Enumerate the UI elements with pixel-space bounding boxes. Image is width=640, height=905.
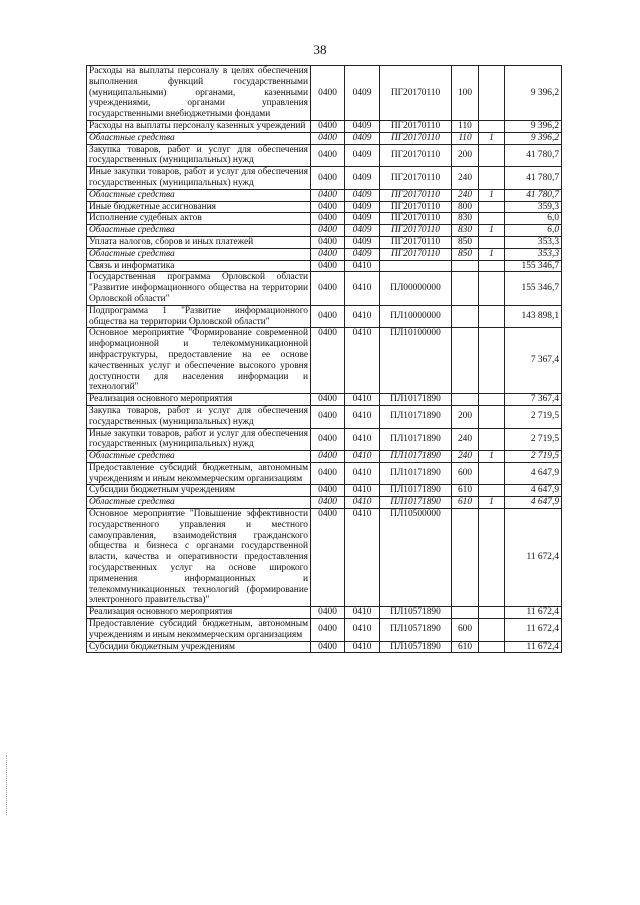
funding-source-cell: [479, 120, 505, 132]
section-code-cell: 0400: [311, 305, 345, 328]
table-row: [87, 213, 562, 225]
row-name-cell: Реализация основного мероприятия: [87, 607, 311, 619]
expense-type-cell: [452, 394, 479, 406]
section-code-cell: 0400: [311, 120, 345, 132]
row-name-cell: Государственная программа Орловской области "Развитие информационного общества на территории Орловской области": [87, 272, 311, 305]
section-code-cell: 0400: [311, 485, 345, 497]
section-code-cell: 0400: [311, 144, 345, 167]
amount-cell: 2 719,5: [505, 405, 562, 428]
amount-cell: 2 719,5: [505, 428, 562, 451]
funding-source-cell: [479, 272, 505, 305]
expense-type-cell: 110: [452, 132, 479, 144]
expense-type-cell: 200: [452, 144, 479, 167]
funding-source-cell: 1: [479, 189, 505, 201]
subsection-code-cell: 0410: [345, 485, 380, 497]
expense-type-cell: 110: [452, 120, 479, 132]
row-name-cell: Предоставление субсидий бюджетным, автономным учреждениям и иным некоммерческим организациям: [87, 619, 311, 642]
target-article-cell: ПЛ10171890: [380, 394, 452, 406]
expense-type-cell: 600: [452, 619, 479, 642]
section-code-cell: 0400: [311, 405, 345, 428]
amount-cell: 4 647,9: [505, 497, 562, 509]
amount-cell: 9 396,2: [505, 66, 562, 121]
table-row: [87, 132, 562, 144]
funding-source-cell: [479, 66, 505, 121]
section-code-cell: 0400: [311, 328, 345, 394]
row-name-cell: Субсидии бюджетным учреждениям: [87, 641, 311, 653]
amount-cell: 7 367,4: [505, 328, 562, 394]
subsection-code-cell: 0410: [345, 509, 380, 607]
expense-type-cell: [452, 272, 479, 305]
section-code-cell: 0400: [311, 619, 345, 642]
funding-source-cell: 1: [479, 132, 505, 144]
expense-type-cell: 600: [452, 462, 479, 485]
funding-source-cell: [479, 485, 505, 497]
target-article-cell: ПГ20170110: [380, 236, 452, 248]
table-row: [87, 305, 562, 328]
funding-source-cell: [479, 260, 505, 272]
table-row: [87, 497, 562, 509]
table-row: [87, 225, 562, 237]
table-row: [87, 451, 562, 463]
page-number: 38: [313, 42, 327, 57]
table-row: [87, 405, 562, 428]
target-article-cell: ПЛ10571890: [380, 607, 452, 619]
section-code-cell: 0400: [311, 167, 345, 190]
funding-source-cell: [479, 328, 505, 394]
row-name-cell: Субсидии бюджетным учреждениям: [87, 485, 311, 497]
table-row: [87, 260, 562, 272]
subsection-code-cell: 0410: [345, 451, 380, 463]
target-article-cell: ПЛ10171890: [380, 497, 452, 509]
budget-table: [86, 65, 562, 653]
expense-type-cell: 850: [452, 236, 479, 248]
funding-source-cell: [479, 305, 505, 328]
table-row: [87, 619, 562, 642]
amount-cell: 155 346,7: [505, 260, 562, 272]
row-name-cell: Областные средства: [87, 132, 311, 144]
target-article-cell: ПЛ10500000: [380, 509, 452, 607]
funding-source-cell: [479, 394, 505, 406]
table-row: [87, 485, 562, 497]
expense-type-cell: 830: [452, 213, 479, 225]
section-code-cell: 0400: [311, 462, 345, 485]
section-code-cell: 0400: [311, 394, 345, 406]
row-name-cell: Областные средства: [87, 497, 311, 509]
table-row: [87, 272, 562, 305]
expense-type-cell: [452, 607, 479, 619]
subsection-code-cell: 0409: [345, 66, 380, 121]
subsection-code-cell: 0410: [345, 305, 380, 328]
section-code-cell: 0400: [311, 607, 345, 619]
row-name-cell: Областные средства: [87, 248, 311, 260]
subsection-code-cell: 0409: [345, 213, 380, 225]
target-article-cell: ПГ20170110: [380, 120, 452, 132]
section-code-cell: 0400: [311, 201, 345, 213]
table-row: [87, 144, 562, 167]
row-name-cell: Областные средства: [87, 451, 311, 463]
expense-type-cell: 240: [452, 428, 479, 451]
target-article-cell: ПГ20170110: [380, 213, 452, 225]
target-article-cell: ПГ20170110: [380, 201, 452, 213]
row-name-cell: Связь и информатика: [87, 260, 311, 272]
subsection-code-cell: 0409: [345, 225, 380, 237]
funding-source-cell: 1: [479, 225, 505, 237]
expense-type-cell: 610: [452, 485, 479, 497]
amount-cell: 2 719,5: [505, 451, 562, 463]
funding-source-cell: [479, 462, 505, 485]
margin-scan-marks: [6, 755, 9, 815]
table-row: [87, 167, 562, 190]
amount-cell: 41 780,7: [505, 189, 562, 201]
amount-cell: 9 396,2: [505, 120, 562, 132]
expense-type-cell: [452, 260, 479, 272]
section-code-cell: 0400: [311, 428, 345, 451]
section-code-cell: 0400: [311, 641, 345, 653]
row-name-cell: Расходы на выплаты персоналу казенных учреждений: [87, 120, 311, 132]
subsection-code-cell: 0410: [345, 328, 380, 394]
row-name-cell: Иные закупки товаров, работ и услуг для обеспечения государственных (муниципальных) нужд: [87, 167, 311, 190]
amount-cell: 155 346,7: [505, 272, 562, 305]
funding-source-cell: [479, 201, 505, 213]
amount-cell: 11 672,4: [505, 509, 562, 607]
table-row: [87, 328, 562, 394]
budget-table-body: [87, 66, 562, 653]
section-code-cell: 0400: [311, 272, 345, 305]
row-name-cell: Предоставление субсидий бюджетным, автономным учреждениям и иным некоммерческим организациям: [87, 462, 311, 485]
expense-type-cell: 240: [452, 189, 479, 201]
expense-type-cell: [452, 509, 479, 607]
table-row: [87, 428, 562, 451]
target-article-cell: ПЛ10571890: [380, 641, 452, 653]
target-article-cell: ПГ20170110: [380, 66, 452, 121]
funding-source-cell: [479, 619, 505, 642]
funding-source-cell: [479, 509, 505, 607]
subsection-code-cell: 0409: [345, 144, 380, 167]
amount-cell: 4 647,9: [505, 462, 562, 485]
amount-cell: 9 396,2: [505, 132, 562, 144]
subsection-code-cell: 0409: [345, 120, 380, 132]
expense-type-cell: 610: [452, 641, 479, 653]
funding-source-cell: [479, 167, 505, 190]
amount-cell: 11 672,4: [505, 641, 562, 653]
row-name-cell: Подпрограмма 1 "Развитие информационного общества на территории Орловской области": [87, 305, 311, 328]
funding-source-cell: 1: [479, 248, 505, 260]
subsection-code-cell: 0410: [345, 607, 380, 619]
target-article-cell: ПЛ10100000: [380, 328, 452, 394]
funding-source-cell: 1: [479, 497, 505, 509]
target-article-cell: ПЛ10171890: [380, 405, 452, 428]
table-row: [87, 236, 562, 248]
amount-cell: 41 780,7: [505, 167, 562, 190]
section-code-cell: 0400: [311, 260, 345, 272]
subsection-code-cell: 0410: [345, 497, 380, 509]
expense-type-cell: 240: [452, 451, 479, 463]
table-row: [87, 66, 562, 121]
amount-cell: 143 898,1: [505, 305, 562, 328]
amount-cell: 353,3: [505, 236, 562, 248]
subsection-code-cell: 0410: [345, 641, 380, 653]
section-code-cell: 0400: [311, 497, 345, 509]
expense-type-cell: [452, 328, 479, 394]
subsection-code-cell: 0409: [345, 132, 380, 144]
subsection-code-cell: 0410: [345, 428, 380, 451]
row-name-cell: Областные средства: [87, 225, 311, 237]
funding-source-cell: [479, 405, 505, 428]
row-name-cell: Закупка товаров, работ и услуг для обеспечения государственных (муниципальных) нужд: [87, 405, 311, 428]
amount-cell: 359,3: [505, 201, 562, 213]
section-code-cell: 0400: [311, 509, 345, 607]
target-article-cell: ПЛ00000000: [380, 272, 452, 305]
expense-type-cell: 240: [452, 167, 479, 190]
target-article-cell: ПГ20170110: [380, 225, 452, 237]
target-article-cell: ПЛ10000000: [380, 305, 452, 328]
expense-type-cell: 610: [452, 497, 479, 509]
table-row: [87, 509, 562, 607]
target-article-cell: ПГ20170110: [380, 189, 452, 201]
target-article-cell: ПГ20170110: [380, 248, 452, 260]
row-name-cell: Закупка товаров, работ и услуг для обеспечения государственных (муниципальных) нужд: [87, 144, 311, 167]
table-row: [87, 641, 562, 653]
target-article-cell: [380, 260, 452, 272]
subsection-code-cell: 0409: [345, 167, 380, 190]
row-name-cell: Расходы на выплаты персоналу в целях обеспечения выполнения функций государственными (муниципальными) органами, казенными учреждениями, органами управления государственными внебюджетными фондами: [87, 66, 311, 121]
row-name-cell: Иные закупки товаров, работ и услуг для обеспечения государственных (муниципальных) нужд: [87, 428, 311, 451]
row-name-cell: Областные средства: [87, 189, 311, 201]
amount-cell: 11 672,4: [505, 619, 562, 642]
expense-type-cell: 850: [452, 248, 479, 260]
row-name-cell: Исполнение судебных актов: [87, 213, 311, 225]
funding-source-cell: [479, 607, 505, 619]
funding-source-cell: 1: [479, 451, 505, 463]
row-name-cell: Иные бюджетные ассигнования: [87, 201, 311, 213]
section-code-cell: 0400: [311, 236, 345, 248]
subsection-code-cell: 0409: [345, 236, 380, 248]
section-code-cell: 0400: [311, 66, 345, 121]
amount-cell: 6,0: [505, 225, 562, 237]
amount-cell: 4 647,9: [505, 485, 562, 497]
target-article-cell: ПЛ10171890: [380, 451, 452, 463]
section-code-cell: 0400: [311, 248, 345, 260]
table-row: [87, 462, 562, 485]
expense-type-cell: [452, 305, 479, 328]
amount-cell: 6,0: [505, 213, 562, 225]
target-article-cell: ПЛ10571890: [380, 619, 452, 642]
row-name-cell: Основное мероприятие "Формирование современной информационной и телекоммуникационной инфраструктуры, предоставление на ее основе качественных услуг и обеспечение высокого уровня доступности для населения информации и технологий": [87, 328, 311, 394]
subsection-code-cell: 0410: [345, 260, 380, 272]
funding-source-cell: [479, 236, 505, 248]
subsection-code-cell: 0410: [345, 619, 380, 642]
target-article-cell: ПЛ10171890: [380, 485, 452, 497]
expense-type-cell: 830: [452, 225, 479, 237]
expense-type-cell: 200: [452, 405, 479, 428]
subsection-code-cell: 0409: [345, 201, 380, 213]
subsection-code-cell: 0410: [345, 394, 380, 406]
funding-source-cell: [479, 213, 505, 225]
amount-cell: 11 672,4: [505, 607, 562, 619]
target-article-cell: ПГ20170110: [380, 144, 452, 167]
expense-type-cell: 100: [452, 66, 479, 121]
amount-cell: 7 367,4: [505, 394, 562, 406]
target-article-cell: ПЛ10171890: [380, 428, 452, 451]
table-row: [87, 394, 562, 406]
section-code-cell: 0400: [311, 132, 345, 144]
table-row: [87, 248, 562, 260]
subsection-code-cell: 0409: [345, 189, 380, 201]
funding-source-cell: [479, 641, 505, 653]
target-article-cell: ПЛ10171890: [380, 462, 452, 485]
table-row: [87, 120, 562, 132]
funding-source-cell: [479, 144, 505, 167]
row-name-cell: Основное мероприятие "Повышение эффективности государственного управления и местного самоуправления, взаимодействия гражданского общества и бизнеса с органами государственной власти, качества и оперативности предоставления государственных услуг на основе широкого применения информационных и телекоммуникационных технологий (формирование электронного правительства)": [87, 509, 311, 607]
row-name-cell: Уплата налогов, сборов и иных платежей: [87, 236, 311, 248]
section-code-cell: 0400: [311, 451, 345, 463]
section-code-cell: 0400: [311, 213, 345, 225]
subsection-code-cell: 0410: [345, 462, 380, 485]
amount-cell: 41 780,7: [505, 144, 562, 167]
section-code-cell: 0400: [311, 189, 345, 201]
target-article-cell: ПГ20170110: [380, 132, 452, 144]
table-row: [87, 189, 562, 201]
table-row: [87, 607, 562, 619]
target-article-cell: ПГ20170110: [380, 167, 452, 190]
funding-source-cell: [479, 428, 505, 451]
expense-type-cell: 800: [452, 201, 479, 213]
table-row: [87, 201, 562, 213]
subsection-code-cell: 0410: [345, 272, 380, 305]
section-code-cell: 0400: [311, 225, 345, 237]
subsection-code-cell: 0410: [345, 405, 380, 428]
row-name-cell: Реализация основного мероприятия: [87, 394, 311, 406]
subsection-code-cell: 0409: [345, 248, 380, 260]
amount-cell: 353,3: [505, 248, 562, 260]
